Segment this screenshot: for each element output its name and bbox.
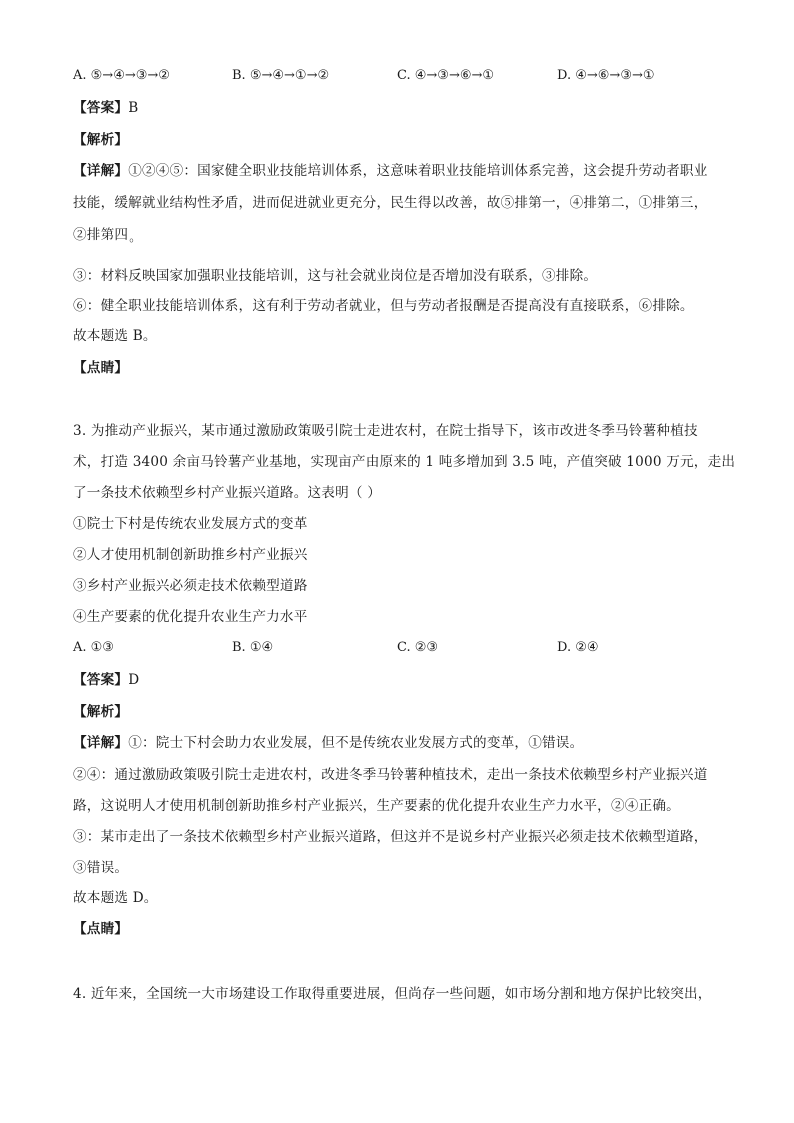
q2-answer xyxy=(73,99,138,117)
answer-value: B xyxy=(128,100,139,116)
q3-option-a: A. ①③ xyxy=(73,640,114,655)
q3-detail-line-5: ③错误。 xyxy=(73,860,129,876)
q2-detail-line-3: ②排第四。 xyxy=(73,227,142,244)
q2-detail-line-4: ③：材料反映国家加强职业技能培训，这与社会就业岗位是否增加没有联系，③排除。 xyxy=(73,268,598,284)
q2-option-c: C. ④→③→⑥→① xyxy=(397,68,495,83)
q3-detail-line-4: ③：某市走出了一条技术依赖型乡村产业振兴道路，但这并不是说乡村产业振兴必须走技术依赖型道路， xyxy=(73,829,708,845)
q3-stem-line-2: 术，打造 3400 余亩马铃薯产业基地，实现亩产由原来的 1 吨多增加到 3.5 吨，产值突破 1000 万元，走出 xyxy=(73,454,736,470)
q2-analysis-label: 【解析】 xyxy=(73,132,129,148)
q2-conclusion: 故本题选 B。 xyxy=(73,328,157,344)
q3-statement-4: ④生产要素的优化提升农业生产力水平 xyxy=(73,609,308,625)
q3-analysis-label: 【解析】 xyxy=(73,704,129,720)
q3-conclusion: 故本题选 D。 xyxy=(73,890,158,906)
q2-option-d: D. ④→⑥→③→① xyxy=(557,68,655,83)
q3-statement-2: ②人才使用机制创新助推乡村产业振兴 xyxy=(73,547,308,563)
q2-detail-line-1: 【详解】①②④⑤：国家健全职业技能培训体系，这意味着职业技能培训体系完善，这会提升劳动者职业 xyxy=(73,163,708,179)
q2-detail-line-2: 技能，缓解就业结构性矛盾，进而促进就业更充分，民生得以改善，故⑤排第一，④排第二，①排第三， xyxy=(73,195,708,211)
q3-stem-line-1: 3. 为推动产业振兴，某市通过激励政策吸引院士走进农村，在院士指导下，该市改进冬季马铃薯种植技 xyxy=(73,423,698,439)
q3-option-c: C. ②③ xyxy=(397,640,439,655)
q2-comment-label: 【点睛】 xyxy=(73,360,129,376)
detail-label: 【详解】 xyxy=(73,735,129,751)
q3-stem-line-3: 了一条技术依赖型乡村产业振兴道路。这表明（ ） xyxy=(73,485,381,501)
q3-detail-line-1: 【详解】①：院士下村会助力农业发展，但不是传统农业发展方式的变革，①错误。 xyxy=(73,735,584,751)
q3-answer xyxy=(73,671,139,689)
q2-detail-line-5: ⑥：健全职业技能培训体系，这有利于劳动者就业，但与劳动者报酬是否提高没有直接联系，⑥排除。 xyxy=(73,298,694,314)
q3-statement-1: ①院士下村是传统农业发展方式的变革 xyxy=(73,516,308,532)
q3-statement-3: ③乡村产业振兴必须走技术依赖型道路 xyxy=(73,578,308,594)
q3-option-b: B. ①④ xyxy=(232,640,274,655)
q3-detail-line-2: ②④：通过激励政策吸引院士走进农村，改进冬季马铃薯种植技术，走出一条技术依赖型乡村产业振兴道 xyxy=(73,767,708,783)
q3-detail-line-3: 路，这说明人才使用机制创新助推乡村产业振兴，生产要素的优化提升农业生产力水平，②④正确。 xyxy=(73,798,680,814)
answer-value: D xyxy=(128,672,140,688)
q3-option-d: D. ②④ xyxy=(557,640,599,655)
answer-label: 【答案】 xyxy=(73,672,129,688)
detail-label: 【详解】 xyxy=(73,163,129,179)
answer-label: 【答案】 xyxy=(73,100,129,116)
q3-comment-label: 【点睛】 xyxy=(73,921,129,937)
q2-option-a: A. ⑤→④→③→② xyxy=(73,68,170,83)
q2-option-b: B. ⑤→④→①→② xyxy=(232,68,330,83)
q4-stem-line-1: 4. 近年来，全国统一大市场建设工作取得重要进展，但尚存一些问题，如市场分割和地方保护比较突出， xyxy=(73,986,712,1002)
